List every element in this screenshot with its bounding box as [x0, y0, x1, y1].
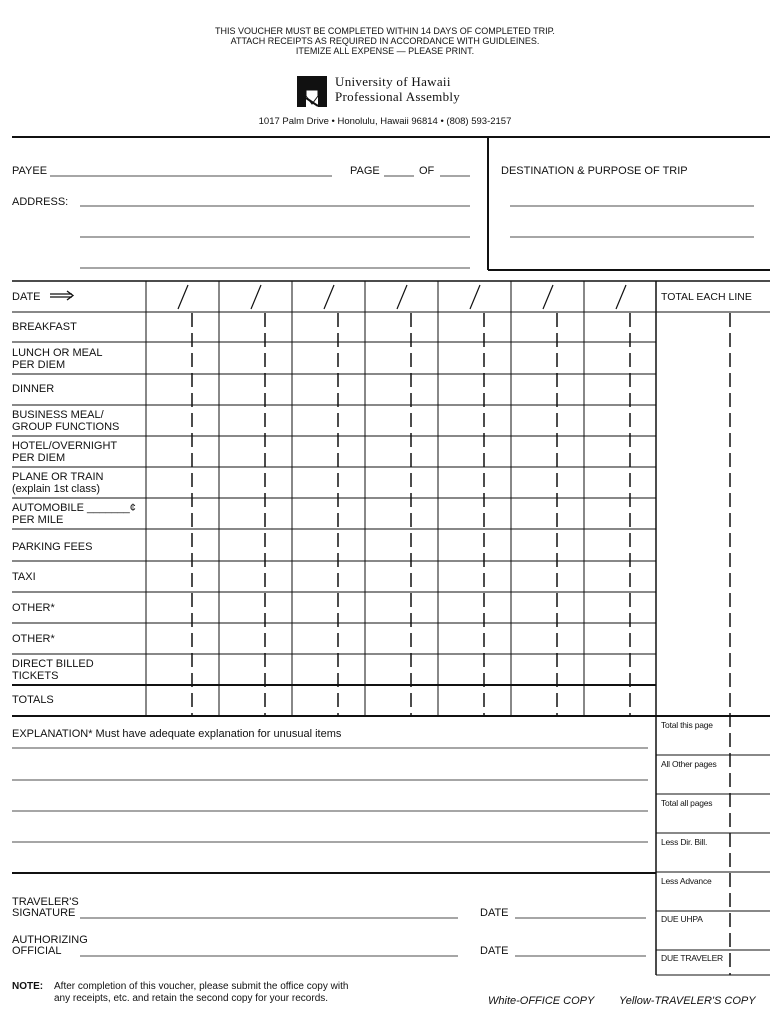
summary-less-dir-bill: Less Dir. Bill. — [661, 837, 708, 847]
summary-total-all-pages: Total all pages — [661, 798, 713, 808]
row-label-business-meal: BUSINESS MEAL/ — [12, 409, 104, 421]
row-label-taxi: TAXI — [12, 571, 36, 583]
total-each-line-label: TOTAL EACH LINE — [661, 291, 752, 303]
summary-due-uhpa: DUE UHPA — [661, 914, 703, 924]
address-label: ADDRESS: — [12, 196, 69, 208]
summary-total-this-page: Total this page — [661, 720, 713, 730]
white-copy-label: White-OFFICE COPY — [488, 995, 595, 1007]
official-label-1: AUTHORIZING — [12, 934, 88, 946]
note-line-2: any receipts, etc. and retain the second copy for your records. — [54, 993, 329, 1004]
row-label-automobile-2: PER MILE — [12, 514, 64, 526]
row-label-direct-billed: DIRECT BILLED — [12, 658, 94, 670]
row-label-hotel-2: PER DIEM — [12, 452, 66, 464]
org-name-line-2: Professional Assembly — [335, 89, 461, 104]
of-label: OF — [419, 165, 435, 177]
page-label: PAGE — [350, 165, 380, 177]
note-line-1: After completion of this voucher, please submit the office copy with — [54, 981, 349, 992]
arrow-right-icon — [50, 291, 73, 300]
row-label-automobile: AUTOMOBILE _______¢ — [12, 502, 136, 514]
explanation-label: EXPLANATION* Must have adequate explanation for unusual items — [12, 728, 342, 740]
row-label-business-meal-2: GROUP FUNCTIONS — [12, 421, 120, 433]
payee-label: PAYEE — [12, 165, 48, 177]
summary-less-advance: Less Advance — [661, 876, 712, 886]
note-label: NOTE: — [12, 981, 44, 992]
row-label-other-1: OTHER* — [12, 602, 55, 614]
summary-all-other-pages: All Other pages — [661, 759, 717, 769]
row-label-lunch-2: PER DIEM — [12, 359, 66, 371]
org-address: 1017 Palm Drive • Honolulu, Hawaii 96814 • (808) 593-2157 — [258, 116, 512, 127]
yellow-copy-label: Yellow-TRAVELER'S COPY — [619, 995, 756, 1007]
date-label: DATE — [12, 291, 41, 303]
row-label-other-2: OTHER* — [12, 633, 55, 645]
row-label-hotel: HOTEL/OVERNIGHT — [12, 440, 118, 452]
official-label-2: OFFICIAL — [12, 945, 62, 957]
row-label-dinner: DINNER — [12, 383, 55, 395]
summary-due-traveler: DUE TRAVELER — [661, 953, 723, 963]
row-label-plane: PLANE OR TRAIN — [12, 471, 104, 483]
instruction-line-3: ITEMIZE ALL EXPENSE — PLEASE PRINT. — [295, 46, 475, 56]
traveler-label-1: TRAVELER'S — [12, 896, 79, 908]
official-date-label: DATE — [480, 945, 509, 957]
traveler-date-label: DATE — [480, 907, 509, 919]
instruction-line-2: ATTACH RECEIPTS AS REQUIRED IN ACCORDANCE WITH GUIDLEINES. — [230, 36, 540, 46]
uhpa-logo-icon — [297, 76, 327, 107]
row-label-totals: TOTALS — [12, 694, 54, 706]
instruction-line-1: THIS VOUCHER MUST BE COMPLETED WITHIN 14 DAYS OF COMPLETED TRIP. — [215, 26, 555, 36]
org-name-line-1: University of Hawaii — [335, 74, 451, 89]
row-label-parking: PARKING FEES — [12, 541, 93, 553]
row-label-direct-billed-2: TICKETS — [12, 670, 59, 682]
row-label-breakfast: BREAKFAST — [12, 321, 77, 333]
traveler-label-2: SIGNATURE — [12, 907, 76, 919]
row-label-lunch: LUNCH OR MEAL — [12, 347, 103, 359]
destination-label: DESTINATION & PURPOSE OF TRIP — [501, 165, 688, 177]
row-label-plane-2: (explain 1st class) — [12, 483, 101, 495]
